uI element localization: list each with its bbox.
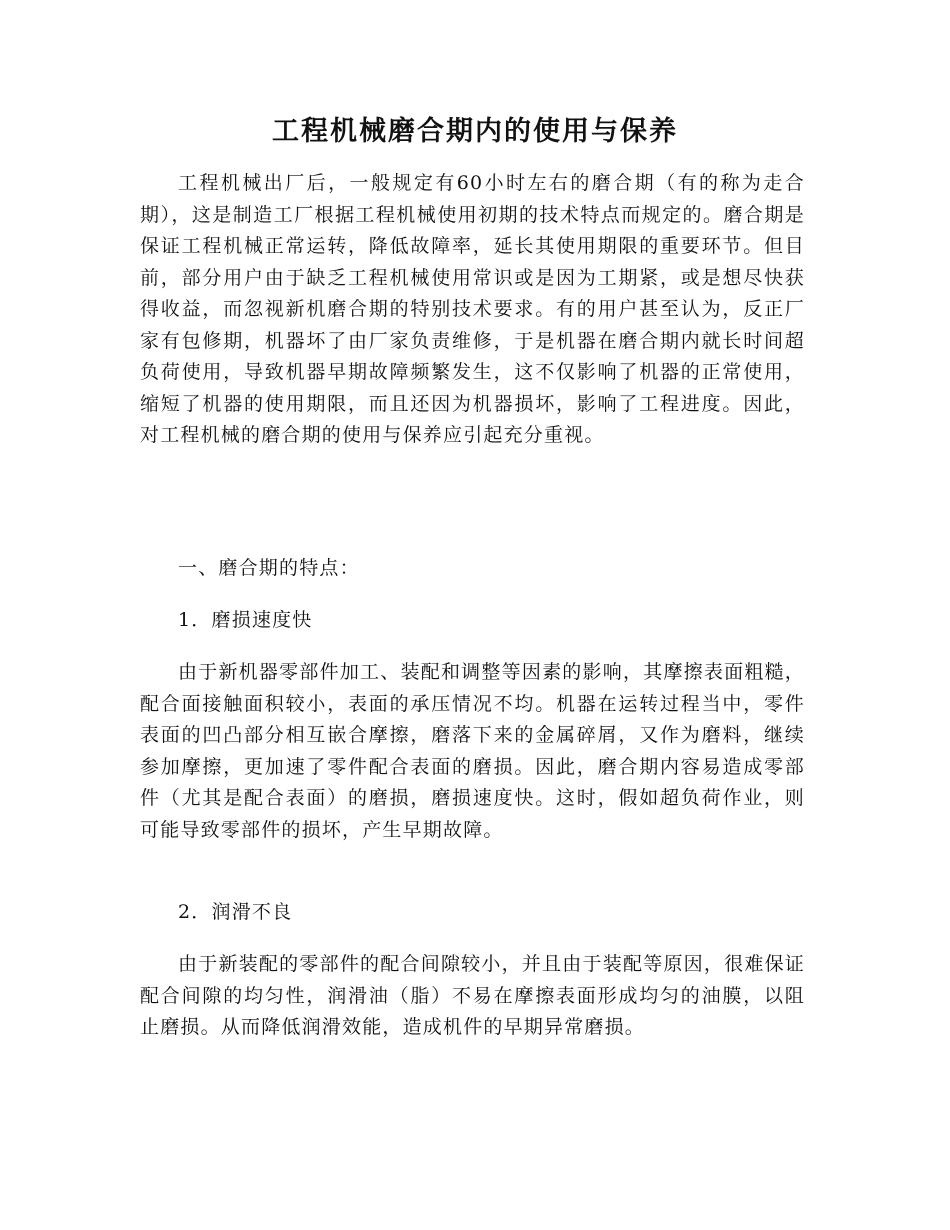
section-heading-characteristics: 一、磨合期的特点： bbox=[178, 557, 360, 579]
intro-paragraph: 工程机械出厂后，一般规定有60小时左右的磨合期（有的称为走合期），这是制造工厂根据工程机械使用初期的技术特点而规定的。磨合期是保证工程机械正常运转，降低故障率，延长其使用期限的重要环节。但目前，部分用户由于缺乏工程机械使用常识或是因为工期紧，或是想尽快获得收益，而忽视新机磨合期的特别技术要求。有的用户甚至认为，反正厂家有包修期，机器坏了由厂家负责维修，于是机器在磨合期内就长时间超负荷使用，导致机器早期故障频繁发生，这不仅影响了机器的正常使用，缩短了机器的使用期限，而且还因为机器损坏，影响了工程进度。因此，对工程机械的磨合期的使用与保养应引起充分重视。 bbox=[140, 172, 805, 446]
wear-speed-paragraph: 由于新机器零部件加工、装配和调整等因素的影响，其摩擦表面粗糙，配合面接触面积较小，表面的承压情况不均。机器在运转过程当中，零件表面的凹凸部分相互嵌合摩擦，磨落下来的金属碎屑，又作为磨料，继续参加摩擦，更加速了零件配合表面的磨损。因此，磨合期内容易造成零部件（尤其是配合表面）的磨损，磨损速度快。这时，假如超负荷作业，则可能导致零部件的损坏，产生早期故障。 bbox=[140, 661, 805, 841]
document-title: 工程机械磨合期内的使用与保养 bbox=[272, 116, 678, 147]
poor-lubrication-paragraph: 由于新装配的零部件的配合间隙较小，并且由于装配等原因，很难保证配合间隙的均匀性，润滑油（脂）不易在摩擦表面形成均匀的油膜，以阻止磨损。从而降低润滑效能，造成机件的早期异常磨损。 bbox=[140, 953, 805, 1038]
subsection-heading-poor-lubrication: 2．润滑不良 bbox=[178, 901, 293, 923]
subsection-heading-wear-speed: 1．磨损速度快 bbox=[178, 609, 313, 631]
